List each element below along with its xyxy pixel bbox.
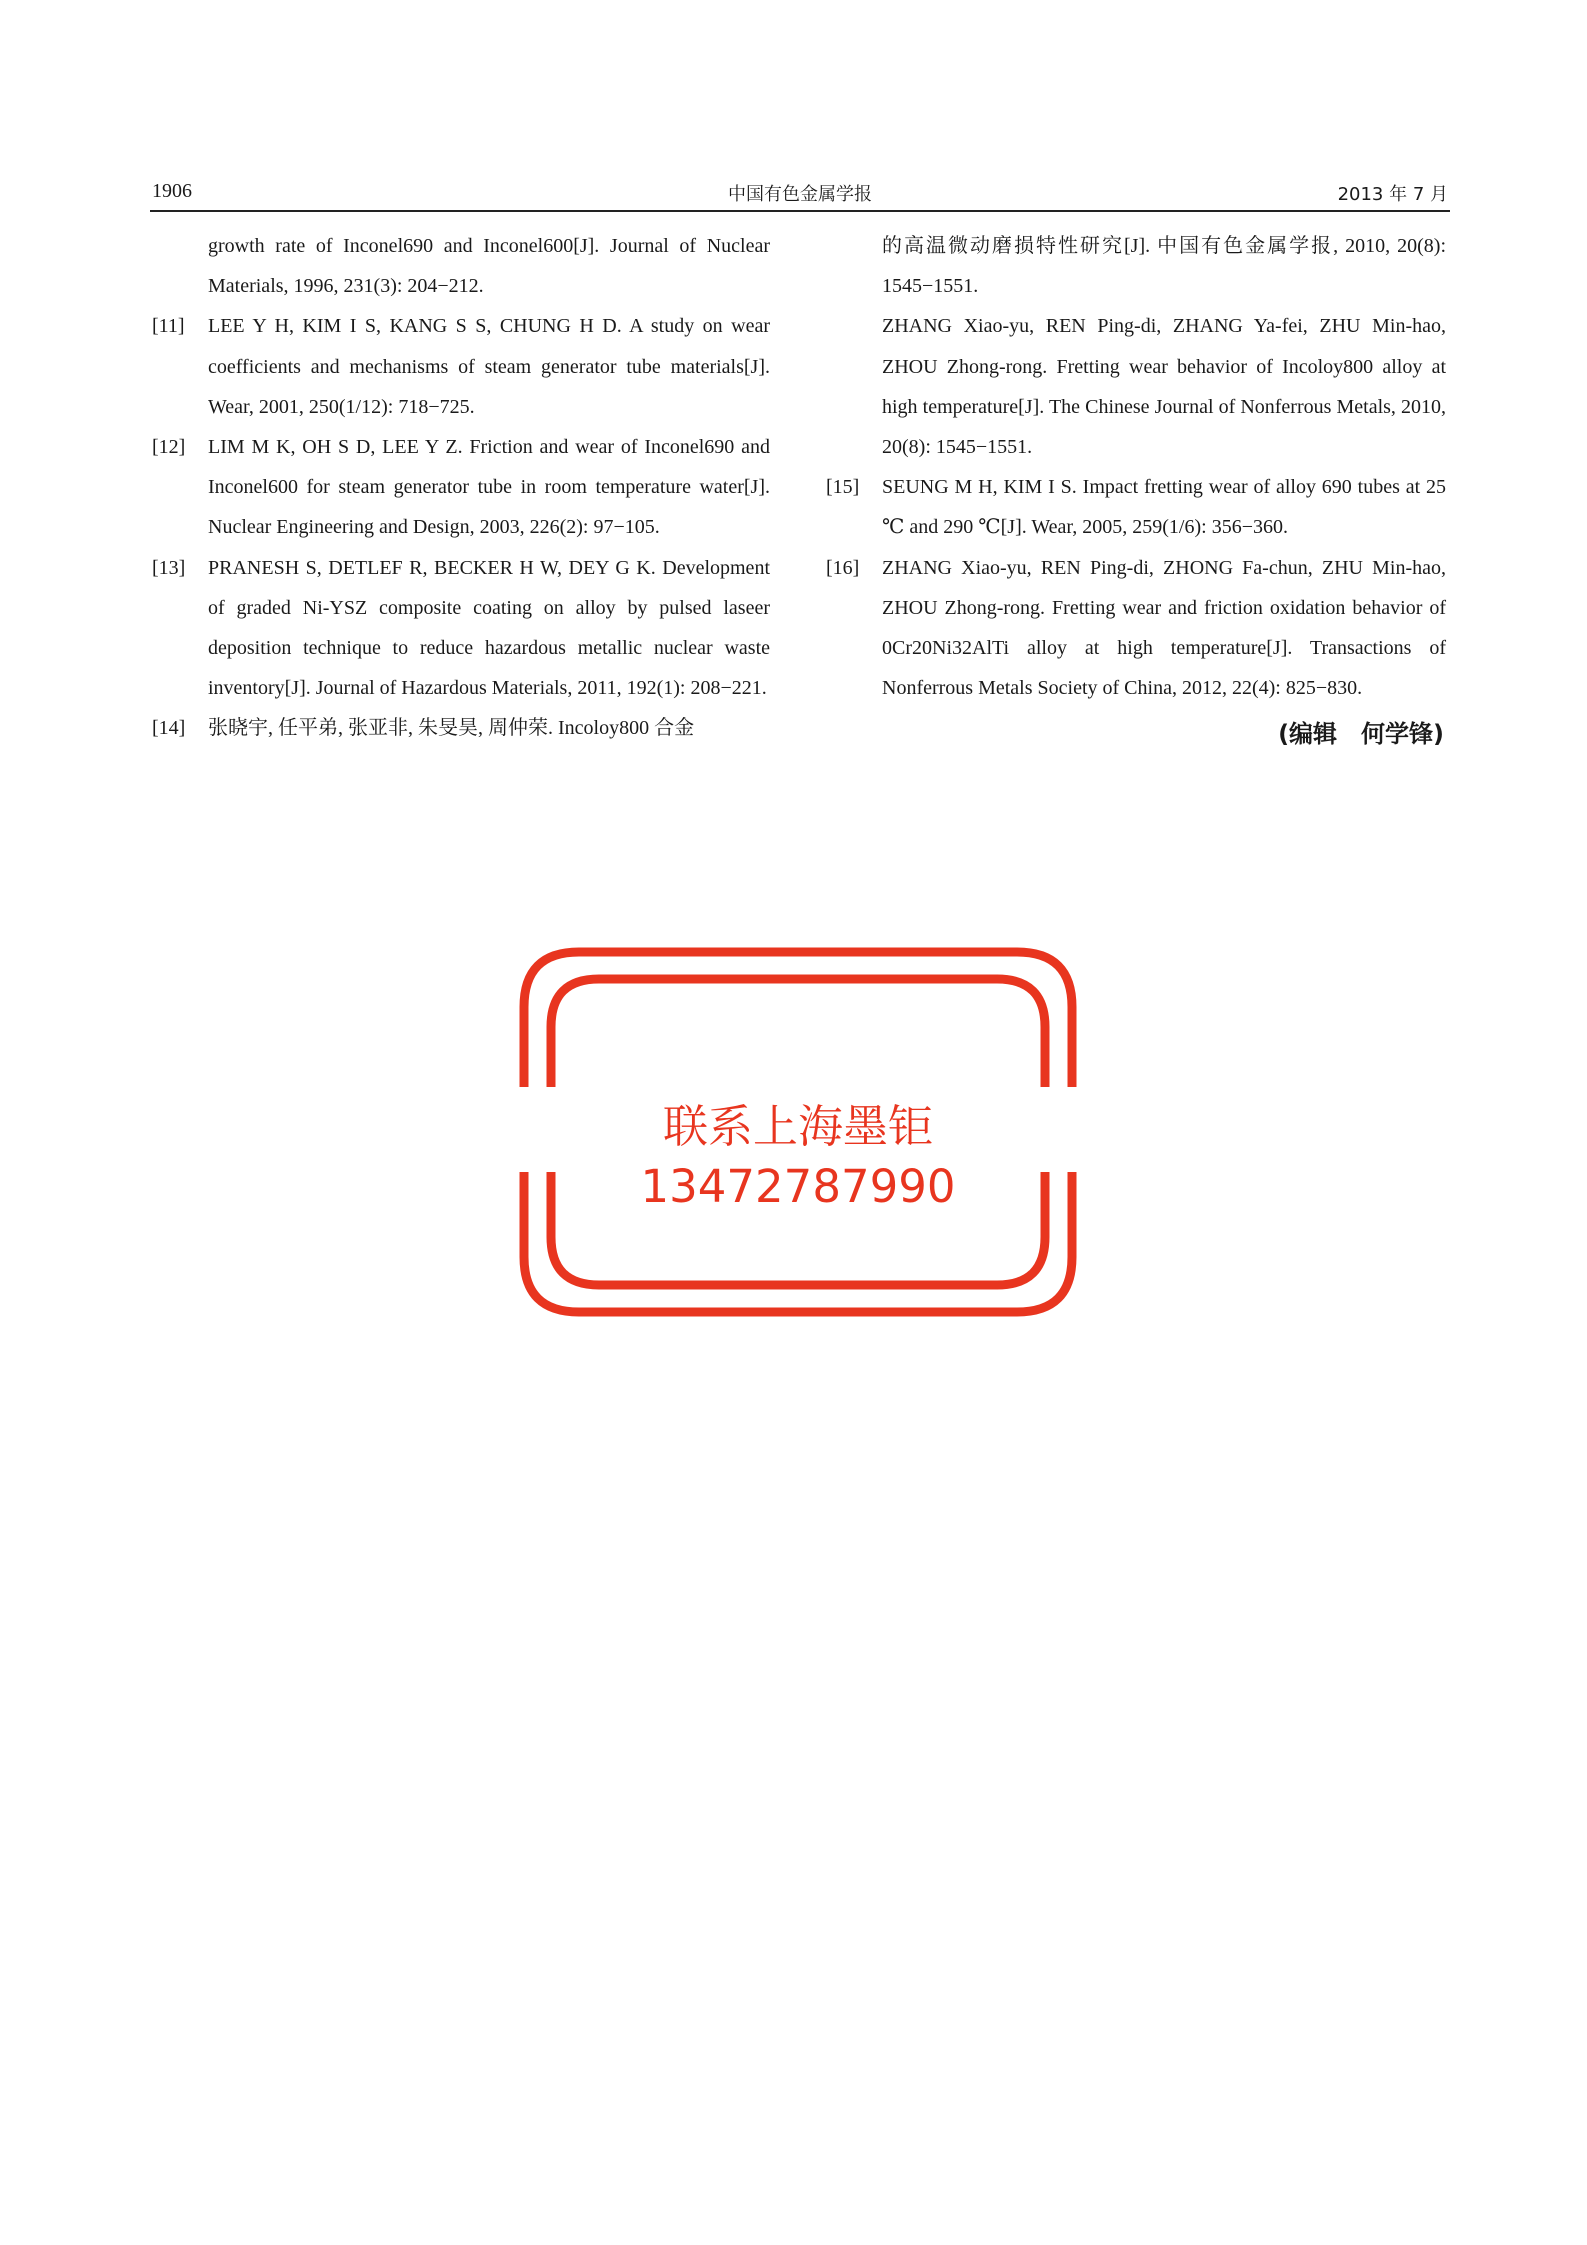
reference-number: [13] <box>152 556 186 579</box>
journal-title: 中国有色金属学报 <box>728 184 872 205</box>
reference-text: 的高温微动磨损特性研究[J]. 中国有色金属学报, 2010, 20(8): 1545−1551. <box>882 235 1446 298</box>
page-number: 1906 <box>152 180 192 202</box>
reference-text: LEE Y H, KIM I S, KANG S S, CHUNG H D. A study on wear coefficients and mechanisms of steam generator tube materials[J]. Wear, 2001, 250(1/12): 718−725. <box>208 315 770 418</box>
reference-item <box>152 306 770 427</box>
reference-item <box>152 708 770 748</box>
stamp-text: 联系上海墨钜13472787990 <box>640 1100 956 1213</box>
reference-text: SEUNG M H, KIM I S. Impact fretting wear of alloy 690 tubes at 25 ℃ and 290 ℃[J]. Wear, 2005, 259(1/6): 356−360. <box>882 476 1446 539</box>
contact-stamp <box>519 947 1077 1317</box>
reference-text: ZHANG Xiao-yu, REN Ping-di, ZHONG Fa-chun, ZHU Min-hao, ZHOU Zhong-rong. Fretting wear and friction oxidation behavior of 0Cr20Ni32AlTi alloy at high temperature[J]. Transactions of Nonferrous Metals Society of China, 2012, 22(4): 825−830. <box>882 556 1446 700</box>
reference-number: [11] <box>152 315 185 338</box>
reference-item <box>826 226 1446 306</box>
reference-text: PRANESH S, DETLEF R, BECKER H W, DEY G K. Development of graded Ni-YSZ composite coating on alloy by pulsed laseer deposition technique to reduce hazardous metallic nuclear waste inventory[J]. Journal of Hazardous Materials, 2011, 192(1): 208−221. <box>208 556 770 700</box>
page-header <box>150 180 1450 212</box>
reference-item <box>152 226 770 306</box>
reference-text: 张晓宇, 任平弟, 张亚非, 朱旻昊, 周仲荣. Incoloy800 合金 <box>208 717 695 740</box>
reference-number: [14] <box>152 717 186 740</box>
references-right-column <box>826 226 1446 755</box>
reference-text: growth rate of Inconel690 and Inconel600[J]. Journal of Nuclear Materials, 1996, 231(3): 204−212. <box>208 235 770 298</box>
reference-item <box>826 548 1446 709</box>
reference-item <box>826 467 1446 547</box>
references-left-column <box>152 226 770 749</box>
reference-text: LIM M K, OH S D, LEE Y Z. Friction and wear of Inconel690 and Inconel600 for steam generator tube in room temperature water[J]. Nuclear Engineering and Design, 2003, 226(2): 97−105. <box>208 436 770 539</box>
reference-number: [16] <box>826 556 860 579</box>
reference-number: [12] <box>152 436 186 459</box>
reference-item <box>826 306 1446 467</box>
reference-text: ZHANG Xiao-yu, REN Ping-di, ZHANG Ya-fei, ZHU Min-hao, ZHOU Zhong-rong. Fretting wear behavior of Incoloy800 alloy at high temperature[J]. The Chinese Journal of Nonferrous Metals, 2010, 20(8): 1545−1551. <box>882 315 1446 459</box>
reference-item <box>152 548 770 709</box>
reference-item <box>152 427 770 548</box>
editor-credit: (编辑 何学锋) <box>1278 720 1444 749</box>
issue-date: 2013 年 7 月 <box>1337 184 1448 205</box>
reference-number: [15] <box>826 476 860 499</box>
